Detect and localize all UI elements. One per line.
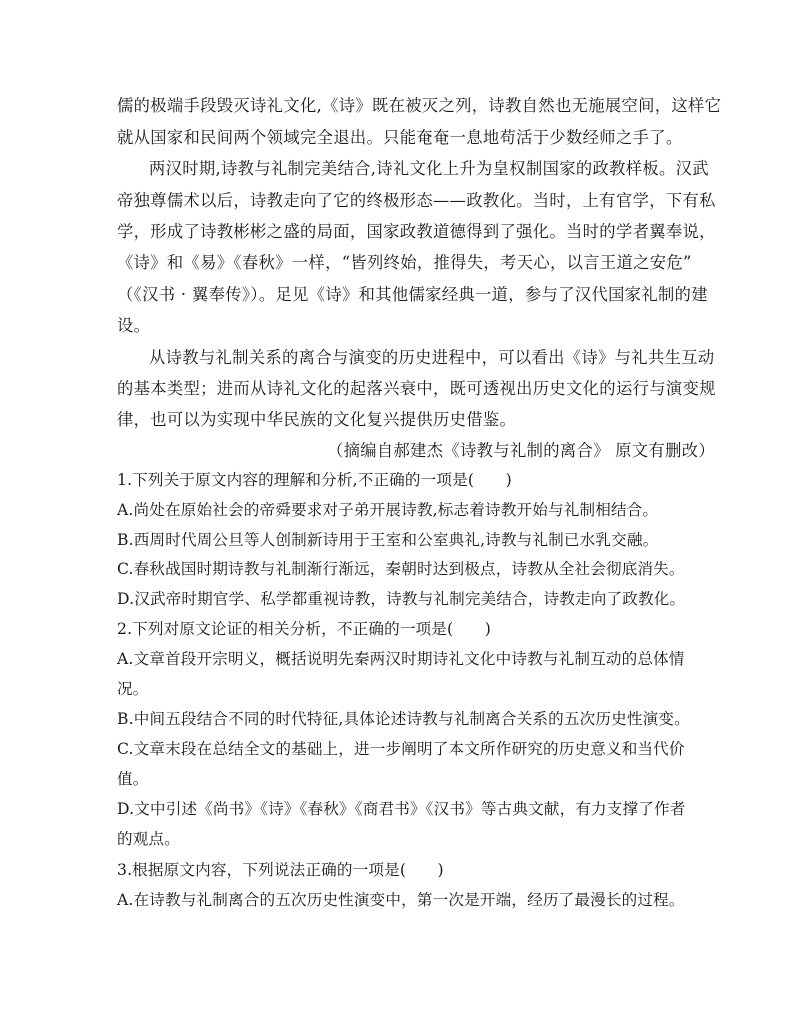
question-1-stem: 1.下列关于原文内容的理解和分析,不正确的一项是( )	[117, 471, 512, 489]
question-2-option-d: D.文中引述《尚书》《诗》《春秋》《商君书》《汉书》等古典文献，有力支撑了作者	[117, 800, 686, 818]
question-1-option-a: A.尚处在原始社会的帝舜要求对子弟开展诗教,标志着诗教开始与礼制相结合。	[117, 501, 659, 519]
question-3-stem: 3.根据原文内容，下列说法正确的一项是( )	[117, 861, 444, 879]
passage-line: 儒的极端手段毁灭诗礼文化,《诗》既在被灭之列，诗教自然也无施展空间，这样它	[117, 96, 722, 115]
question-2-option-b: B.中间五段结合不同的时代特征,具体论述诗教与礼制离合关系的五次历史性演变。	[117, 710, 690, 728]
question-2-option-a-cont: 况。	[117, 680, 149, 698]
passage-paragraph-start: 两汉时期,诗教与礼制完美结合,诗礼文化上升为皇权制国家的政教样板。汉武	[149, 159, 709, 178]
passage-line: 《诗》和《易》《春秋》一样，“皆列终始，推得失，考天心，以言王道之安危”	[117, 253, 692, 272]
question-2-option-c: C.文章末段在总结全文的基础上，进一步阐明了本文所作研究的历史意义和当代价	[117, 740, 685, 758]
passage-line: （《汉书 · 翼奉传》）。足见《诗》和其他儒家经典一道，参与了汉代国家礼制的建	[117, 285, 708, 304]
passage-line: 设。	[117, 316, 151, 335]
question-3-option-a: A.在诗教与礼制离合的五次历史性演变中，第一次是开端，经历了最漫长的过程。	[117, 891, 685, 909]
passage-line: 学，形成了诗教彬彬之盛的局面，国家政教道德得到了强化。当时的学者翼奉说，	[117, 222, 716, 241]
question-2-option-c-cont: 值。	[117, 770, 149, 788]
question-2-stem: 2.下列对原文论证的相关分析，不正确的一项是( )	[117, 620, 492, 638]
passage-line: 就从国家和民间两个领域完全退出。只能奄奄一息地苟活于少数经师之手了。	[117, 128, 683, 147]
source-citation: （摘编自郝建杰《诗教与礼制的离合》 原文有删改）	[327, 441, 716, 460]
passage-line: 的基本类型；进而从诗礼文化的起落兴衰中，既可透视出历史文化的运行与演变规	[117, 379, 716, 398]
question-1-option-d: D.汉武帝时期官学、私学都重视诗教，诗教与礼制完美结合，诗教走向了政教化。	[117, 590, 686, 608]
question-1-option-b: B.西周时代周公旦等人创制新诗用于王室和公室典礼,诗教与礼制已水乳交融。	[117, 531, 659, 549]
passage-paragraph-start: 从诗教与礼制关系的离合与演变的历史进程中，可以看出《诗》与礼共生互动	[149, 348, 715, 367]
question-2-option-a: A.文章首段开宗明义，概括说明先秦两汉时期诗礼文化中诗教与礼制互动的总体情	[117, 650, 685, 668]
passage-line: 律，也可以为实现中华民族的文化复兴提供历史借鉴。	[117, 410, 517, 429]
question-2-option-d-cont: 的观点。	[117, 830, 180, 848]
question-1-option-c: C.春秋战国时期诗教与礼制渐行渐远，秦朝时达到极点，诗教从全社会彻底消失。	[117, 560, 685, 578]
passage-line: 帝独尊儒术以后，诗教走向了它的终极形态——政教化。当时，上有官学，下有私	[117, 191, 716, 210]
